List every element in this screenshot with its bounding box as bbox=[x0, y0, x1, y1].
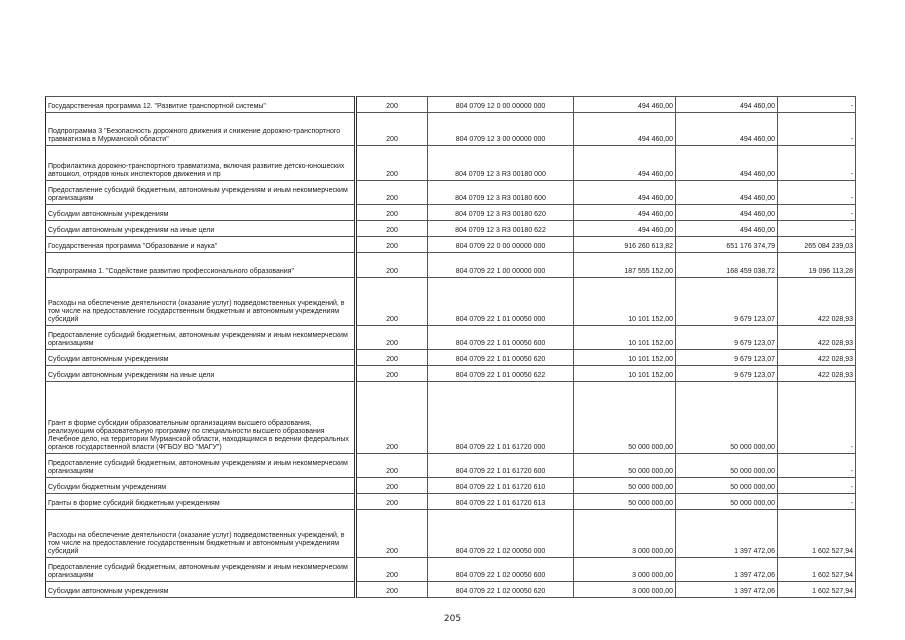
row-name: Расходы на обеспечение деятельности (оказание услуг) подведомственных учреждений, в том числе на предоставление государственным бюджетным и автономным учреждениям субсидий bbox=[46, 278, 356, 326]
row-assigned: 50 000 000,00 bbox=[574, 454, 676, 478]
row-kbk: 804 0709 22 1 01 00050 622 bbox=[428, 366, 574, 382]
row-kbk: 804 0709 22 1 01 61720 613 bbox=[428, 494, 574, 510]
page-number: 205 bbox=[443, 614, 462, 624]
row-unexecuted: - bbox=[778, 494, 856, 510]
row-kbk: 804 0709 22 1 01 61720 610 bbox=[428, 478, 574, 494]
row-assigned: 3 000 000,00 bbox=[574, 558, 676, 582]
table-row bbox=[46, 350, 856, 366]
row-code: 200 bbox=[356, 205, 428, 221]
table-row bbox=[46, 146, 856, 181]
row-kbk: 804 0709 22 1 02 00050 600 bbox=[428, 558, 574, 582]
row-executed: 9 679 123,07 bbox=[676, 278, 778, 326]
row-unexecuted: 422 028,93 bbox=[778, 326, 856, 350]
row-unexecuted: - bbox=[778, 382, 856, 454]
row-code: 200 bbox=[356, 221, 428, 237]
row-kbk: 804 0709 12 3 R3 00180 620 bbox=[428, 205, 574, 221]
row-unexecuted: - bbox=[778, 113, 856, 146]
table-row bbox=[46, 366, 856, 382]
row-unexecuted: - bbox=[778, 205, 856, 221]
row-code: 200 bbox=[356, 113, 428, 146]
row-kbk: 804 0709 22 1 01 61720 600 bbox=[428, 454, 574, 478]
row-assigned: 10 101 152,00 bbox=[574, 350, 676, 366]
row-executed: 50 000 000,00 bbox=[676, 478, 778, 494]
row-assigned: 494 460,00 bbox=[574, 146, 676, 181]
row-code: 200 bbox=[356, 478, 428, 494]
row-code: 200 bbox=[356, 253, 428, 278]
table-row bbox=[46, 478, 856, 494]
row-assigned: 50 000 000,00 bbox=[574, 382, 676, 454]
row-assigned: 10 101 152,00 bbox=[574, 326, 676, 350]
row-code: 200 bbox=[356, 366, 428, 382]
row-assigned: 3 000 000,00 bbox=[574, 582, 676, 598]
row-kbk: 804 0709 22 1 01 00050 620 bbox=[428, 350, 574, 366]
row-unexecuted: - bbox=[778, 454, 856, 478]
row-executed: 1 397 472,06 bbox=[676, 582, 778, 598]
row-assigned: 50 000 000,00 bbox=[574, 494, 676, 510]
table-row bbox=[46, 558, 856, 582]
row-unexecuted: - bbox=[778, 181, 856, 205]
row-assigned: 494 460,00 bbox=[574, 221, 676, 237]
table-row bbox=[46, 582, 856, 598]
row-unexecuted: 265 084 239,03 bbox=[778, 237, 856, 253]
row-code: 200 bbox=[356, 382, 428, 454]
row-kbk: 804 0709 22 1 01 61720 000 bbox=[428, 382, 574, 454]
row-name: Предоставление субсидий бюджетным, автономным учреждениям и иным некоммерческим организациям bbox=[46, 326, 356, 350]
row-name: Субсидии автономным учреждениям bbox=[46, 350, 356, 366]
row-unexecuted: 1 602 527,94 bbox=[778, 558, 856, 582]
row-executed: 50 000 000,00 bbox=[676, 382, 778, 454]
row-assigned: 494 460,00 bbox=[574, 205, 676, 221]
row-unexecuted: 422 028,93 bbox=[778, 366, 856, 382]
row-kbk: 804 0709 22 0 00 00000 000 bbox=[428, 237, 574, 253]
row-executed: 651 176 374,79 bbox=[676, 237, 778, 253]
row-executed: 1 397 472,06 bbox=[676, 558, 778, 582]
row-unexecuted: 422 028,93 bbox=[778, 278, 856, 326]
row-kbk: 804 0709 22 1 01 00050 600 bbox=[428, 326, 574, 350]
row-executed: 9 679 123,07 bbox=[676, 326, 778, 350]
row-kbk: 804 0709 22 1 00 00000 000 bbox=[428, 253, 574, 278]
row-code: 200 bbox=[356, 510, 428, 558]
row-name: Подпрограмма 1. "Содействие развитию профессионального образования" bbox=[46, 253, 356, 278]
row-code: 200 bbox=[356, 454, 428, 478]
row-name: Субсидии бюджетным учреждениям bbox=[46, 478, 356, 494]
table-row bbox=[46, 221, 856, 237]
row-name: Профилактика дорожно-транспортного травматизма, включая развитие детско-юношеских автошкол, отрядов юных инспекторов движения и пр bbox=[46, 146, 356, 181]
row-name: Гранты в форме субсидий бюджетным учреждениям bbox=[46, 494, 356, 510]
row-assigned: 187 555 152,00 bbox=[574, 253, 676, 278]
table-row bbox=[46, 382, 856, 454]
row-name: Субсидии автономным учреждениям на иные цели bbox=[46, 366, 356, 382]
row-executed: 50 000 000,00 bbox=[676, 494, 778, 510]
row-executed: 1 397 472,06 bbox=[676, 510, 778, 558]
row-code: 200 bbox=[356, 494, 428, 510]
table-row bbox=[46, 253, 856, 278]
row-kbk: 804 0709 12 3 R3 00180 000 bbox=[428, 146, 574, 181]
row-code: 200 bbox=[356, 97, 428, 113]
row-assigned: 50 000 000,00 bbox=[574, 478, 676, 494]
table-row bbox=[46, 278, 856, 326]
row-assigned: 494 460,00 bbox=[574, 113, 676, 146]
row-name: Расходы на обеспечение деятельности (оказание услуг) подведомственных учреждений, в том числе на предоставление государственным бюджетным и автономным учреждениям субсидий bbox=[46, 510, 356, 558]
row-kbk: 804 0709 12 3 R3 00180 600 bbox=[428, 181, 574, 205]
row-unexecuted: - bbox=[778, 146, 856, 181]
row-unexecuted: 422 028,93 bbox=[778, 350, 856, 366]
row-unexecuted: 19 096 113,28 bbox=[778, 253, 856, 278]
row-kbk: 804 0709 22 1 01 00050 000 bbox=[428, 278, 574, 326]
row-name: Государственная программа "Образование и наука" bbox=[46, 237, 356, 253]
row-unexecuted: - bbox=[778, 478, 856, 494]
row-unexecuted: - bbox=[778, 97, 856, 113]
row-code: 200 bbox=[356, 326, 428, 350]
row-executed: 9 679 123,07 bbox=[676, 366, 778, 382]
row-executed: 494 460,00 bbox=[676, 97, 778, 113]
row-code: 200 bbox=[356, 181, 428, 205]
table-row bbox=[46, 97, 856, 113]
table-row bbox=[46, 181, 856, 205]
row-name: Грант в форме субсидии образовательным организациям высшего образования, реализующим образовательную программу по специальности высшего образования Лечебное дело, на территории Мурманской области, находящимся в ведении федеральных органов государственной власти (ФГБОУ ВО "МАГУ") bbox=[46, 382, 356, 454]
row-assigned: 3 000 000,00 bbox=[574, 510, 676, 558]
row-name: Предоставление субсидий бюджетным, автономным учреждениям и иным некоммерческим организациям bbox=[46, 454, 356, 478]
row-executed: 9 679 123,07 bbox=[676, 350, 778, 366]
table-row bbox=[46, 510, 856, 558]
row-assigned: 10 101 152,00 bbox=[574, 278, 676, 326]
row-kbk: 804 0709 12 0 00 00000 000 bbox=[428, 97, 574, 113]
row-assigned: 10 101 152,00 bbox=[574, 366, 676, 382]
row-code: 200 bbox=[356, 278, 428, 326]
row-assigned: 916 260 613,82 bbox=[574, 237, 676, 253]
row-code: 200 bbox=[356, 582, 428, 598]
row-kbk: 804 0709 22 1 02 00050 000 bbox=[428, 510, 574, 558]
row-name: Предоставление субсидий бюджетным, автономным учреждениям и иным некоммерческим организациям bbox=[46, 181, 356, 205]
row-unexecuted: 1 602 527,94 bbox=[778, 510, 856, 558]
row-executed: 494 460,00 bbox=[676, 181, 778, 205]
row-assigned: 494 460,00 bbox=[574, 97, 676, 113]
row-executed: 494 460,00 bbox=[676, 221, 778, 237]
table-row bbox=[46, 113, 856, 146]
row-kbk: 804 0709 12 3 00 00000 000 bbox=[428, 113, 574, 146]
row-unexecuted: - bbox=[778, 221, 856, 237]
table-row bbox=[46, 454, 856, 478]
row-code: 200 bbox=[356, 237, 428, 253]
budget-execution-table bbox=[45, 96, 856, 598]
row-executed: 50 000 000,00 bbox=[676, 454, 778, 478]
row-name: Государственная программа 12. "Развитие транспортной системы" bbox=[46, 97, 356, 113]
row-code: 200 bbox=[356, 558, 428, 582]
row-executed: 494 460,00 bbox=[676, 113, 778, 146]
row-executed: 494 460,00 bbox=[676, 205, 778, 221]
row-unexecuted: 1 602 527,94 bbox=[778, 582, 856, 598]
row-code: 200 bbox=[356, 146, 428, 181]
table-row bbox=[46, 326, 856, 350]
row-name: Предоставление субсидий бюджетным, автономным учреждениям и иным некоммерческим организациям bbox=[46, 558, 356, 582]
row-executed: 168 459 038,72 bbox=[676, 253, 778, 278]
row-kbk: 804 0709 22 1 02 00050 620 bbox=[428, 582, 574, 598]
row-name: Субсидии автономным учреждениям на иные цели bbox=[46, 221, 356, 237]
row-kbk: 804 0709 12 3 R3 00180 622 bbox=[428, 221, 574, 237]
row-name: Субсидии автономным учреждениям bbox=[46, 205, 356, 221]
table-row bbox=[46, 237, 856, 253]
row-name: Субсидии автономным учреждениям bbox=[46, 582, 356, 598]
row-code: 200 bbox=[356, 350, 428, 366]
row-assigned: 494 460,00 bbox=[574, 181, 676, 205]
table-row bbox=[46, 205, 856, 221]
row-name: Подпрограмма 3 "Безопасность дорожного движения и снижение дорожно-транспортного травматизма в Мурманской области" bbox=[46, 113, 356, 146]
row-executed: 494 460,00 bbox=[676, 146, 778, 181]
table-row bbox=[46, 494, 856, 510]
